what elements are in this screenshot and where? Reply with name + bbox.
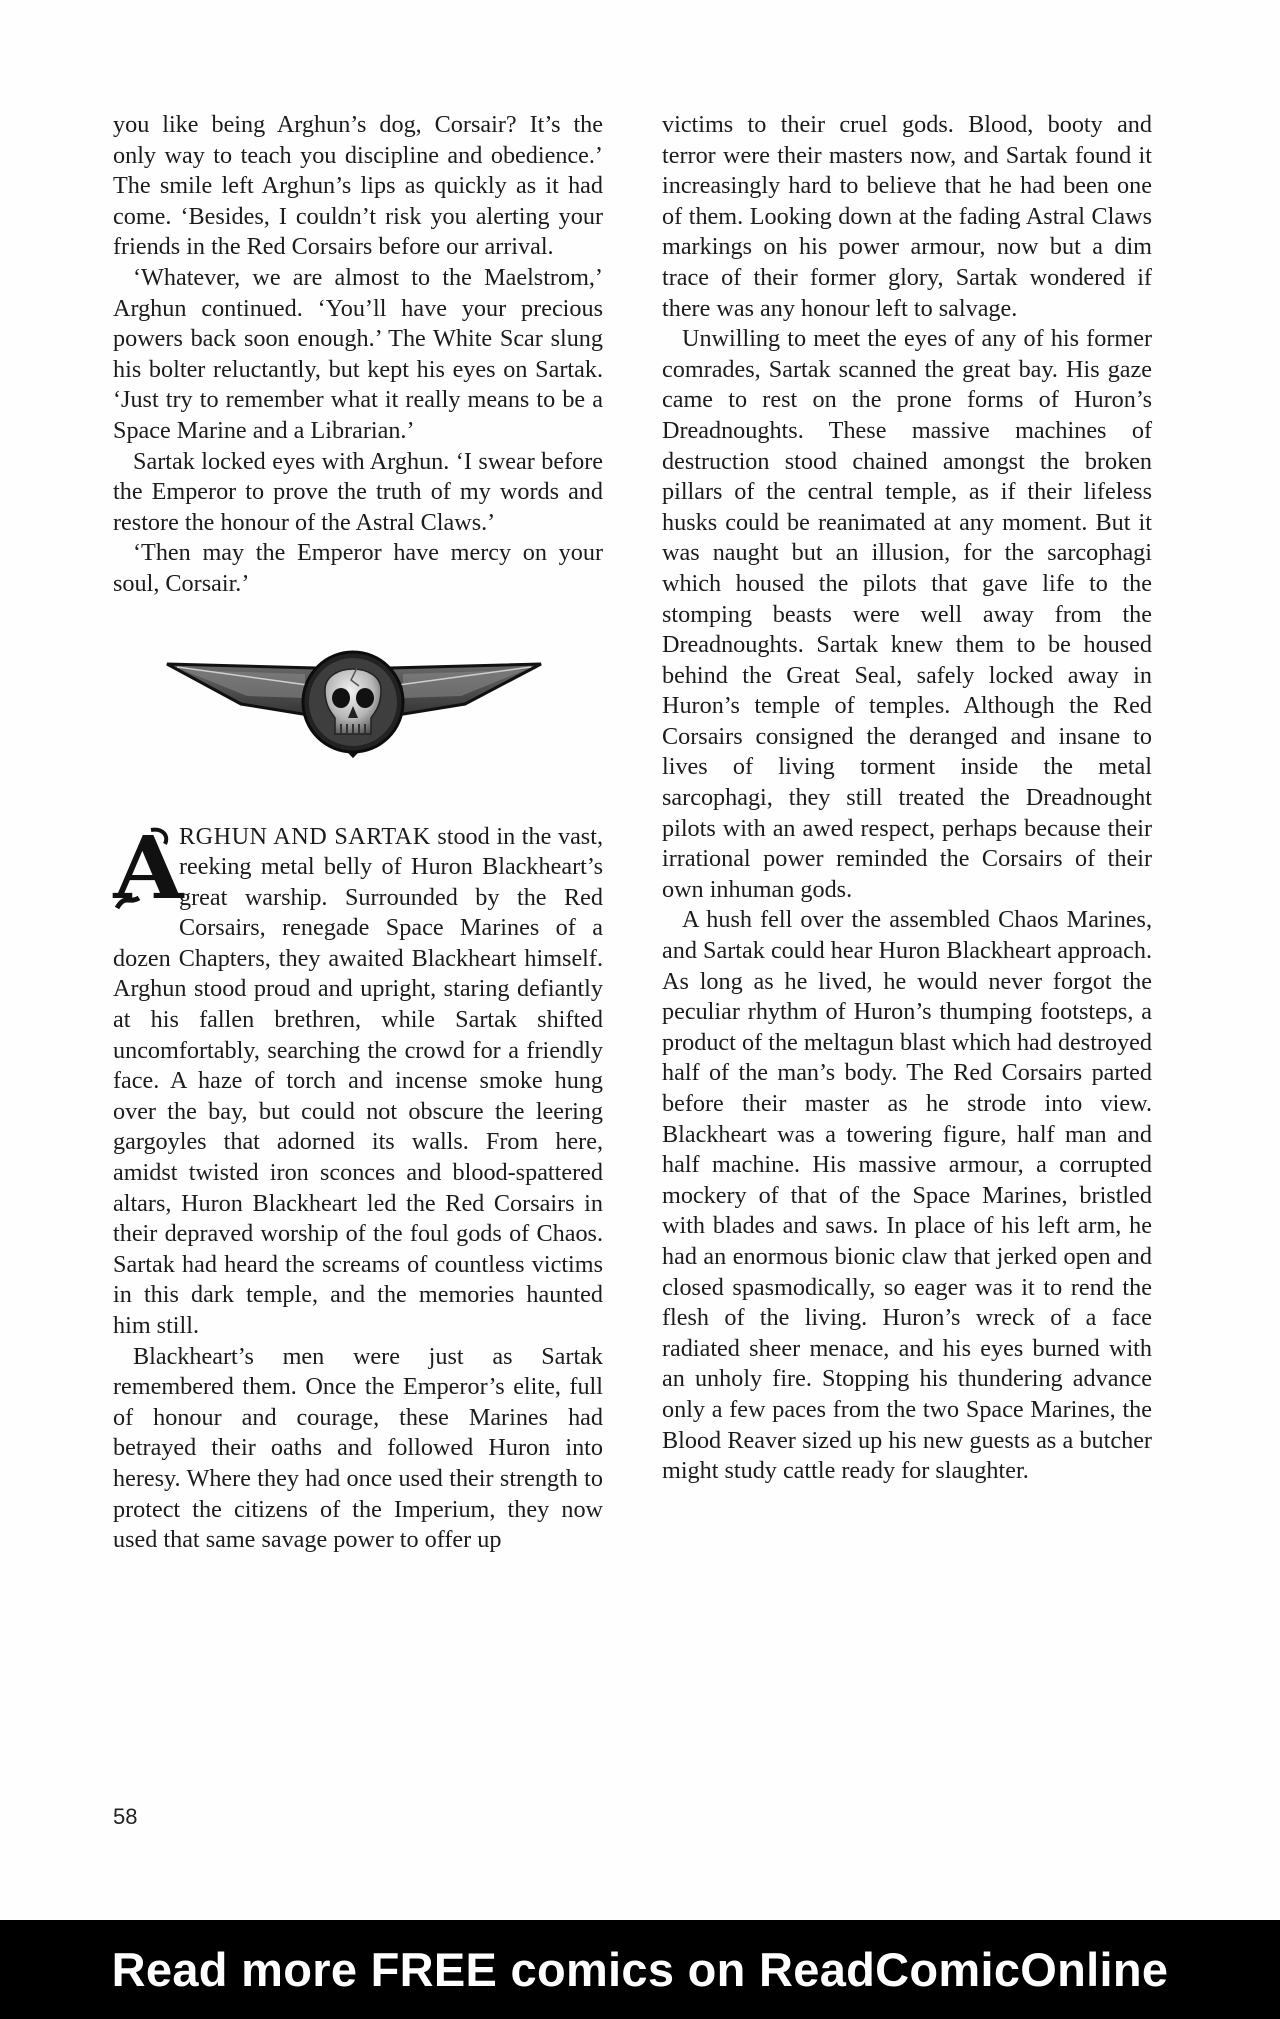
paragraph: ‘Then may the Emperor have mercy on your soul, Corsair.’ xyxy=(113,539,603,597)
paragraph: ‘Whatever, we are almost to the Maelstrom,’ Arghun continued. ‘You’ll have your precious powers back soon enough.’ The White Scar slung his bolter reluctantly, but kept his eyes on Sartak. ‘Just try to remember what it really means to be a Space Marine and a Librarian.’ xyxy=(113,263,603,444)
opening-paragraph xyxy=(113,817,603,1342)
promo-banner-text[interactable]: Read more FREE comics on ReadComicOnline xyxy=(111,1943,1169,1996)
paragraph: Blackheart’s men were just as Sartak remembered them. Once the Emperor’s elite, full of honour and courage, these Marines had betrayed their oaths and followed Huron into heresy. Where they had once used their strength to protect the citizens of the Imperium, they now used that same savage power to offer up xyxy=(113,1342,603,1554)
paragraph: Unwilling to meet the eyes of any of his former comrades, Sartak scanned the great bay. His gaze came to rest on the prone forms of Huron’s Dreadnoughts. These massive machines of destruction stood chained amongst the broken pillars of the central temple, as if their lifeless husks could be reanimated at any moment. But it was naught but an illusion, for the sarcophagi which housed the pilots that gave life to the stomping beasts were well away from the Dreadnoughts. Sartak knew them to be housed behind the Great Seal, safely locked away in Huron’s temple of temples. Although the Red Corsairs consigned the deranged and insane to lives of living torment inside the metal sarcophagi, they still treated the Dreadnought pilots with an awed respect, perhaps because their irrational power reminded the Corsairs of their own inhuman gods. xyxy=(662,325,1152,903)
opening-text: stood in the vast, reeking metal belly of Huron Blackheart’s great warship. Surrounded by the Red Corsairs, renegade Space Marines of a dozen Chapters, they awaited Blackheart himself. Arghun stood proud and upright, staring defiantly at his fallen brethren, while Sartak shifted uncomfortably, searching the crowd for a friendly face. A haze of torch and incense smoke hung over the bay, but could not obscure the leering gargoyles that adorned its walls. From here, amidst twisted iron sconces and blood-spattered altars, Huron Blackheart led the Red Corsairs in their depraved worship of the foul gods of Chaos. Sartak had heard the screams of countless victims in this dark temple, and the memories haunted him still. xyxy=(113,822,603,1339)
promo-banner[interactable] xyxy=(0,1920,1280,2019)
drop-cap: A xyxy=(111,824,171,916)
opening-lead-in: RGHUN AND SARTAK xyxy=(179,822,431,850)
paragraph: A hush fell over the assembled Chaos Marines, and Sartak could hear Huron Blackheart approach. As long as he lived, he would never forgot the peculiar rhythm of Huron’s thumping footsteps, a product of the meltagun blast which had destroyed half of the man’s body. The Red Corsairs parted before their master as he strode into view. Blackheart was a towering figure, half man and half machine. His massive armour, a corrupted mockery of that of the Space Marines, bristled with blades and saws. In place of his left arm, he had an enormous bionic claw that jerked open and closed spasmodically, so eager was it to rend the flesh of the living. Huron’s wreck of a face radiated sheer menace, and his eyes burned with an unholy fire. Stopping his thundering advance only a few paces from the two Space Marines, the Blood Reaver sized up his new guests as a butcher might study cattle ready for slaughter. xyxy=(662,906,1152,1485)
page-number: 58 xyxy=(113,1804,138,1829)
skull-emblem-icon xyxy=(165,646,543,782)
right-column xyxy=(662,110,1152,1487)
left-column xyxy=(113,110,603,1556)
paragraph: Sartak locked eyes with Arghun. ‘I swear before the Emperor to prove the truth of my words and restore the honour of the Astral Claws.’ xyxy=(113,447,603,536)
paragraph: victims to their cruel gods. Blood, booty and terror were their masters now, and Sartak found it increasingly hard to believe that he had been one of them. Looking down at the fading Astral Claws markings on his power armour, now but a dim trace of their former glory, Sartak wondered if there was any honour left to salvage. xyxy=(662,111,1152,322)
skull-wing-emblem xyxy=(165,646,543,782)
paragraph: you like being Arghun’s dog, Corsair? It’s the only way to teach you discipline and obedience.’ The smile left Arghun’s lips as quickly as it had come. ‘Besides, I couldn’t risk you alerting your friends in the Red Corsairs before our arrival. xyxy=(113,111,603,261)
